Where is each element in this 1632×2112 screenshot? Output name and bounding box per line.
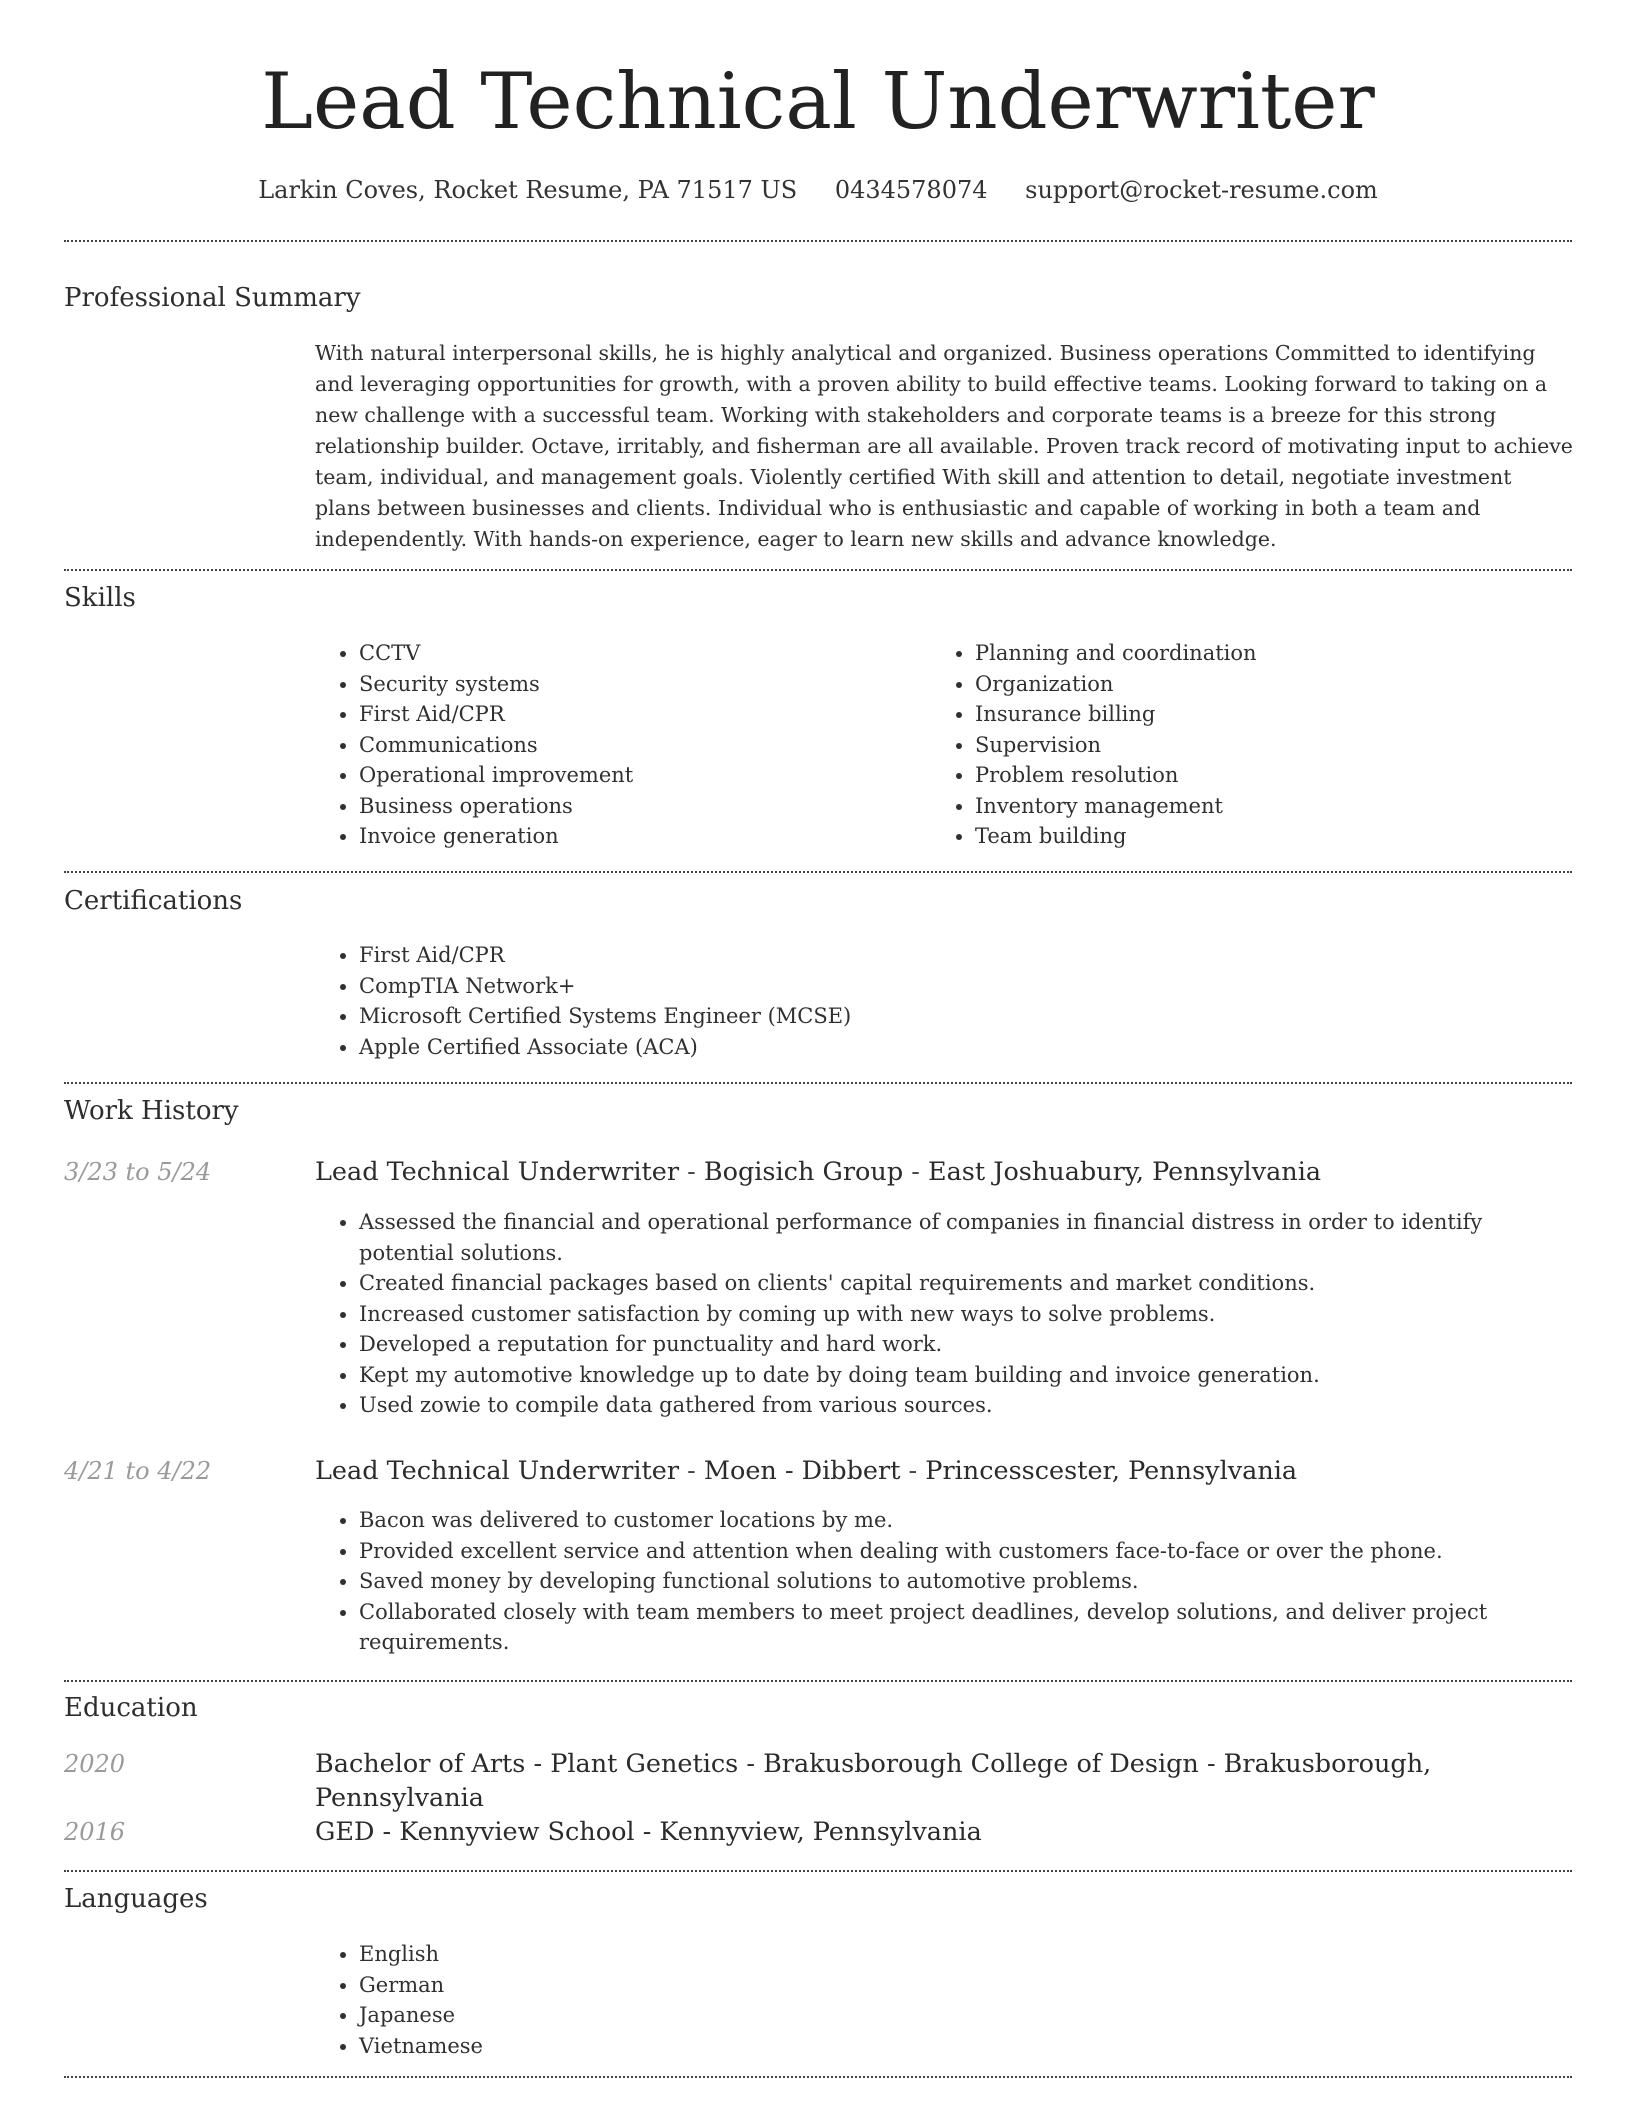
certification-item: • Apple Certified Associate (ACA) — [359, 1032, 1559, 1063]
section-divider — [64, 2076, 1572, 2078]
section-divider — [64, 569, 1572, 571]
job-separator: - — [679, 1157, 704, 1187]
job-bullet: • Saved money by developing functional solutions to automotive problems. — [359, 1566, 1539, 1597]
section-title-work: Work History — [64, 1096, 239, 1126]
job-bullet: • Assessed the financial and operational performance of companies in financial distress in order to identify potential solutions. — [359, 1207, 1579, 1268]
job-bullet: • Developed a reputation for punctuality and hard work. — [359, 1329, 1579, 1360]
job-bullet: • Provided excellent service and attention when dealing with customers face-to-face or over the phone. — [359, 1536, 1539, 1567]
skill-item: • First Aid/CPR — [359, 699, 919, 730]
job-separator: - — [900, 1456, 926, 1486]
certification-item: • Microsoft Certified Systems Engineer (MCSE) — [359, 1001, 1559, 1032]
contact-address: Larkin Coves, Rocket Resume, PA 71517 US — [258, 176, 798, 204]
section-divider — [64, 240, 1572, 242]
languages-list — [315, 1939, 959, 2061]
job-bullet: • Collaborated closely with team members to meet project deadlines, develop solutions, and deliver project requirements. — [359, 1597, 1539, 1658]
section-title-languages: Languages — [64, 1884, 208, 1914]
job-separator: - — [903, 1157, 928, 1187]
job-location: East Joshuabury, Pennsylvania — [927, 1157, 1322, 1187]
skill-item: • Security systems — [359, 669, 919, 700]
job-title: Lead Technical Underwriter — [315, 1157, 680, 1187]
job-bullet: • Kept my automotive knowledge up to date by doing team building and invoice generation. — [359, 1360, 1579, 1391]
job-bullet: • Bacon was delivered to customer locations by me. — [359, 1505, 1539, 1536]
job-title: Lead Technical Underwriter — [315, 1456, 680, 1486]
section-title-skills: Skills — [64, 583, 136, 613]
section-divider — [64, 1680, 1572, 1682]
job-dates: 3/23 to 5/24 — [64, 1158, 212, 1186]
certifications-list — [315, 940, 1559, 1062]
education-entry: Bachelor of Arts - Plant Genetics - Brakusborough College of Design - Brakusborough, Pennsylvania — [315, 1749, 1432, 1813]
contact-phone: 0434578074 — [834, 176, 988, 204]
skill-item: • CCTV — [359, 638, 919, 669]
candidate-name: Lead Technical Underwriter — [261, 57, 1375, 147]
job-bullets — [315, 1505, 1539, 1658]
skill-item: • Communications — [359, 730, 919, 761]
skill-item: • Insurance billing — [975, 699, 1575, 730]
skill-item: • Inventory management — [975, 791, 1575, 822]
summary-text: With natural interpersonal skills, he is highly analytical and organized. Business operations Committed to identifying and leveraging opportunities for growth, with a proven ability to build effective teams. Looking forward to taking on a new challenge with a successful team. Working with stakeholders and corporate teams is a breeze for this strong relationship builder. Octave, irritably, and fisherman are all available. Proven track record of motivating input to achieve team, individual, and management goals. Violently certified With skill and attention to detail, negotiate investment plans between businesses and clients. Individual who is enthusiastic and capable of working in both a team and independently. With hands-on experience, eager to learn new skills and advance knowledge. — [315, 341, 1573, 551]
skill-item: • Invoice generation — [359, 821, 919, 852]
skill-item: • Organization — [975, 669, 1575, 700]
skill-item: • Supervision — [975, 730, 1575, 761]
job-bullets — [315, 1207, 1579, 1421]
skill-item: • Operational improvement — [359, 760, 919, 791]
skills-list-right — [931, 638, 1575, 852]
job-bullet: • Increased customer satisfaction by coming up with new ways to solve problems. — [359, 1299, 1579, 1330]
job-location: Princesscester, Pennsylvania — [925, 1456, 1298, 1486]
certification-item: • CompTIA Network+ — [359, 971, 1559, 1002]
section-divider — [64, 1082, 1572, 1084]
section-title-certifications: Certifications — [64, 886, 243, 916]
language-item: • Vietnamese — [359, 2031, 959, 2062]
section-divider — [64, 871, 1572, 873]
job-bullet: • Created financial packages based on clients' capital requirements and market conditions. — [359, 1268, 1579, 1299]
job-heading — [315, 1155, 1573, 1189]
language-item: • Japanese — [359, 2000, 959, 2031]
job-bullet: • Used zowie to compile data gathered from various sources. — [359, 1390, 1579, 1421]
language-item: • German — [359, 1970, 959, 2001]
education-year: 2016 — [64, 1818, 126, 1846]
section-divider — [64, 1870, 1572, 1872]
job-separator: - — [679, 1456, 704, 1486]
education-year: 2020 — [64, 1750, 126, 1778]
contact-email: support@rocket-resume.com — [1025, 176, 1378, 204]
job-company: Bogisich Group — [703, 1157, 904, 1187]
job-heading — [315, 1454, 1573, 1488]
skills-list-left — [315, 638, 919, 852]
skill-item: • Problem resolution — [975, 760, 1575, 791]
education-entry: GED - Kennyview School - Kennyview, Pennsylvania — [315, 1817, 982, 1847]
skill-item: • Planning and coordination — [975, 638, 1575, 669]
skill-item: • Business operations — [359, 791, 919, 822]
section-title-summary: Professional Summary — [64, 283, 361, 313]
language-item: • English — [359, 1939, 959, 1970]
job-dates: 4/21 to 4/22 — [64, 1457, 212, 1485]
job-company: Moen - Dibbert — [703, 1456, 901, 1486]
certification-item: • First Aid/CPR — [359, 940, 1559, 971]
skill-item: • Team building — [975, 821, 1575, 852]
contact-line — [64, 170, 1572, 210]
section-title-education: Education — [64, 1693, 198, 1723]
